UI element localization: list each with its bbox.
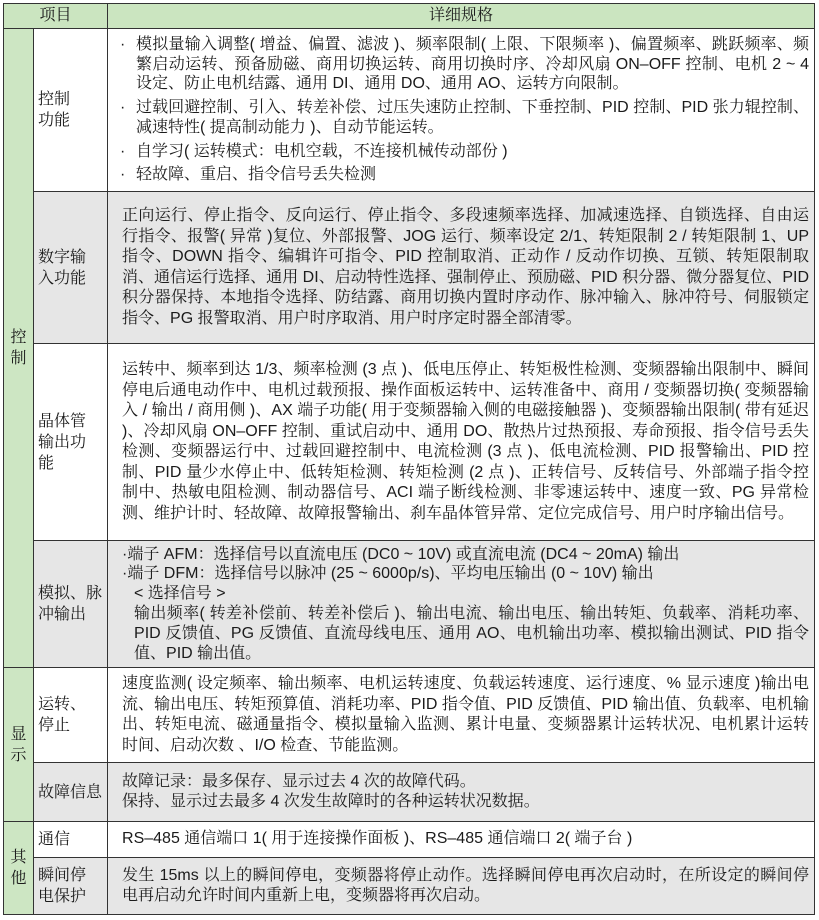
item-communication: 通信 [34, 822, 108, 858]
select-signal-list: 输出频率( 转差补偿前、转差补偿后 )、输出电流、输出电压、输出转矩、负载率、消耗功率、PID 反馈值、PG 反馈值、直流母线电压、通用 AO、电机输出功率、模拟输出测试、PID 指令值、PID 输出值。 [134, 605, 810, 662]
bullet-text: 模拟量输入调整( 增益、偏置、滤波 )、频率限制( 上限、下限频率 )、偏置频率、跳跃频率、频繁启动运转、预备励磁、商用切换运转、商用切换时序、冷却风扇 ON–OFF 控制、电机 2 ~ 4 设定、防止电机结露、通用 DI、通用 DO、通用 AO、运转方向限制。 [136, 35, 810, 93]
row-run-stop-display [4, 668, 815, 763]
item-transistor-output: 晶体管 输出功 能 [34, 344, 108, 541]
spec-table [3, 3, 815, 915]
row-digital-input [4, 192, 815, 344]
detail-transistor-output: 运转中、频率到达 1/3、频率检测 (3 点 )、低电压停止、转矩极性检测、变频器输出限制中、瞬间停电后通电动作中、电机过载预报、操作面板运转中、运转准备中、商用 / 变频器切换( 变频器输入 / 输出 / 商用侧 )、AX 端子功能( 用于变频器输入侧的电磁接触器 )、变频器输出限制( 带有延迟 )、冷却风扇 ON–OFF 控制、重试启动中、通用 DO、散热片过热预报、寿命预报、指令信号丢失检测、变频器运行中、过载回避控制中、电流检测 (3 点 )、低电流检测、PID 报警输出、PID 控制、PID 量少水停止中、低转矩检测、转矩检测 (2 点 )、正转信号、反转信号、外部端子指令控制中、热敏电阻检测、制动器信号、ACI 端子断线检测、非零速运转中、速度一致、PG 异常检测、维护计时、轻故障、故障报警输出、刹车晶体管异常、定位完成信号、用户时序输出信号。 [108, 344, 815, 541]
bullet-item [120, 142, 809, 162]
bullet-item [120, 98, 809, 138]
header-detail: 详细规格 [108, 4, 815, 29]
dfm-terminal-line: ·端子 DFM：选择信号以脉冲 (25 ~ 6000p/s)、平均电压输出 (0 ~ 10V) 输出 [122, 565, 654, 583]
bullet-text: 自学习( 运转模式：电机空载，不连接机械传动部份 ) [136, 142, 508, 160]
item-digital-input: 数字输 入功能 [34, 192, 108, 344]
detail-communication: RS–485 通信端口 1( 用于连接操作面板 )、RS–485 通信端口 2( 端子台 ) [108, 822, 815, 858]
bullet-text: 过载回避控制、引入、转差补偿、过压失速防止控制、下垂控制、PID 控制、PID 张力辊控制、减速特性( 提高制动能力 )、自动节能运转。 [136, 99, 810, 136]
item-control-functions: 控制 功能 [34, 29, 108, 192]
bullet-marker: · [120, 99, 126, 117]
bullet-marker: · [120, 35, 126, 53]
row-power-loss-protection [4, 858, 815, 915]
row-communication [4, 822, 815, 858]
afm-terminal-line: ·端子 AFM：选择信号以直流电压 (DC0 ~ 10V) 或直流电流 (DC4 ~ 20mA) 输出 [122, 545, 680, 563]
row-control-functions [4, 29, 815, 192]
detail-run-stop: 速度监测( 设定频率、输出频率、电机运转速度、负载运转速度、运行速度、% 显示速度 )输出电流、输出电压、转矩预算值、消耗功率、PID 指令值、PID 反馈值、PID 输出值、负载率、电机输出、转矩电流、磁通量指令、模拟量输入监测、累计电量、变频器累计运转状况、电机累计运转时间、启动次数 、I/O 检查、节能监测。 [108, 668, 815, 763]
row-transistor-output [4, 344, 815, 541]
table-body [4, 29, 815, 915]
bullet-marker: · [120, 142, 126, 160]
bullet-text: 轻故障、重启、指令信号丢失检测 [136, 166, 377, 184]
category-other: 其 他 [4, 822, 34, 915]
item-power-loss-protection: 瞬间停 电保护 [34, 858, 108, 915]
fault-data-line: 保持、显示过去最多 4 次发生故障时的各种运转状况数据。 [122, 793, 540, 810]
bullet-marker: · [120, 166, 126, 184]
select-signal-title: < 选择信号 > [134, 585, 226, 603]
bullet-item [120, 165, 809, 185]
detail-power-loss-protection: 发生 15ms 以上的瞬间停电，变频器将停止动作。选择瞬间停电再次启动时，在所设定的瞬间停电再启动允许时间内重新上电，变频器将再次启动。 [108, 858, 815, 915]
table-header [4, 4, 815, 29]
detail-control-functions [108, 29, 815, 192]
item-fault-info: 故障信息 [34, 763, 108, 822]
bullet-item [120, 35, 809, 94]
category-control: 控 制 [4, 29, 34, 668]
header-item: 项目 [4, 4, 108, 29]
header-row [4, 4, 815, 29]
detail-analog-pulse-output [108, 541, 815, 668]
row-fault-info [4, 763, 815, 822]
item-analog-pulse-output: 模拟、脉 冲输出 [34, 541, 108, 668]
category-display: 显 示 [4, 668, 34, 822]
row-analog-pulse-output [4, 541, 815, 668]
fault-record-line: 故障记录：最多保存、显示过去 4 次的故障代码。 [122, 772, 476, 790]
detail-fault-info [108, 763, 815, 822]
detail-digital-input: 正向运行、停止指令、反向运行、停止指令、多段速频率选择、加减速选择、自锁选择、自由运行指令、报警( 异常 )复位、外部报警、JOG 运行、频率设定 2/1、转矩限制 2 / 转矩限制 1、UP 指令、DOWN 指令、编辑许可指令、PID 控制取消、正动作 / 反动作切换、互锁、转矩限制取消、通信运行选择、通用 DI、启动特性选择、强制停止、预励磁、PID 积分器、微分器复位、PID 积分器保持、本地指令选择、防结露、商用切换内置时序动作、脉冲输入、脉冲符号、伺服锁定指令、PG 报警取消、用户时序取消、用户时序定时器全部清零。 [108, 192, 815, 344]
item-run-stop: 运转、 停止 [34, 668, 108, 763]
